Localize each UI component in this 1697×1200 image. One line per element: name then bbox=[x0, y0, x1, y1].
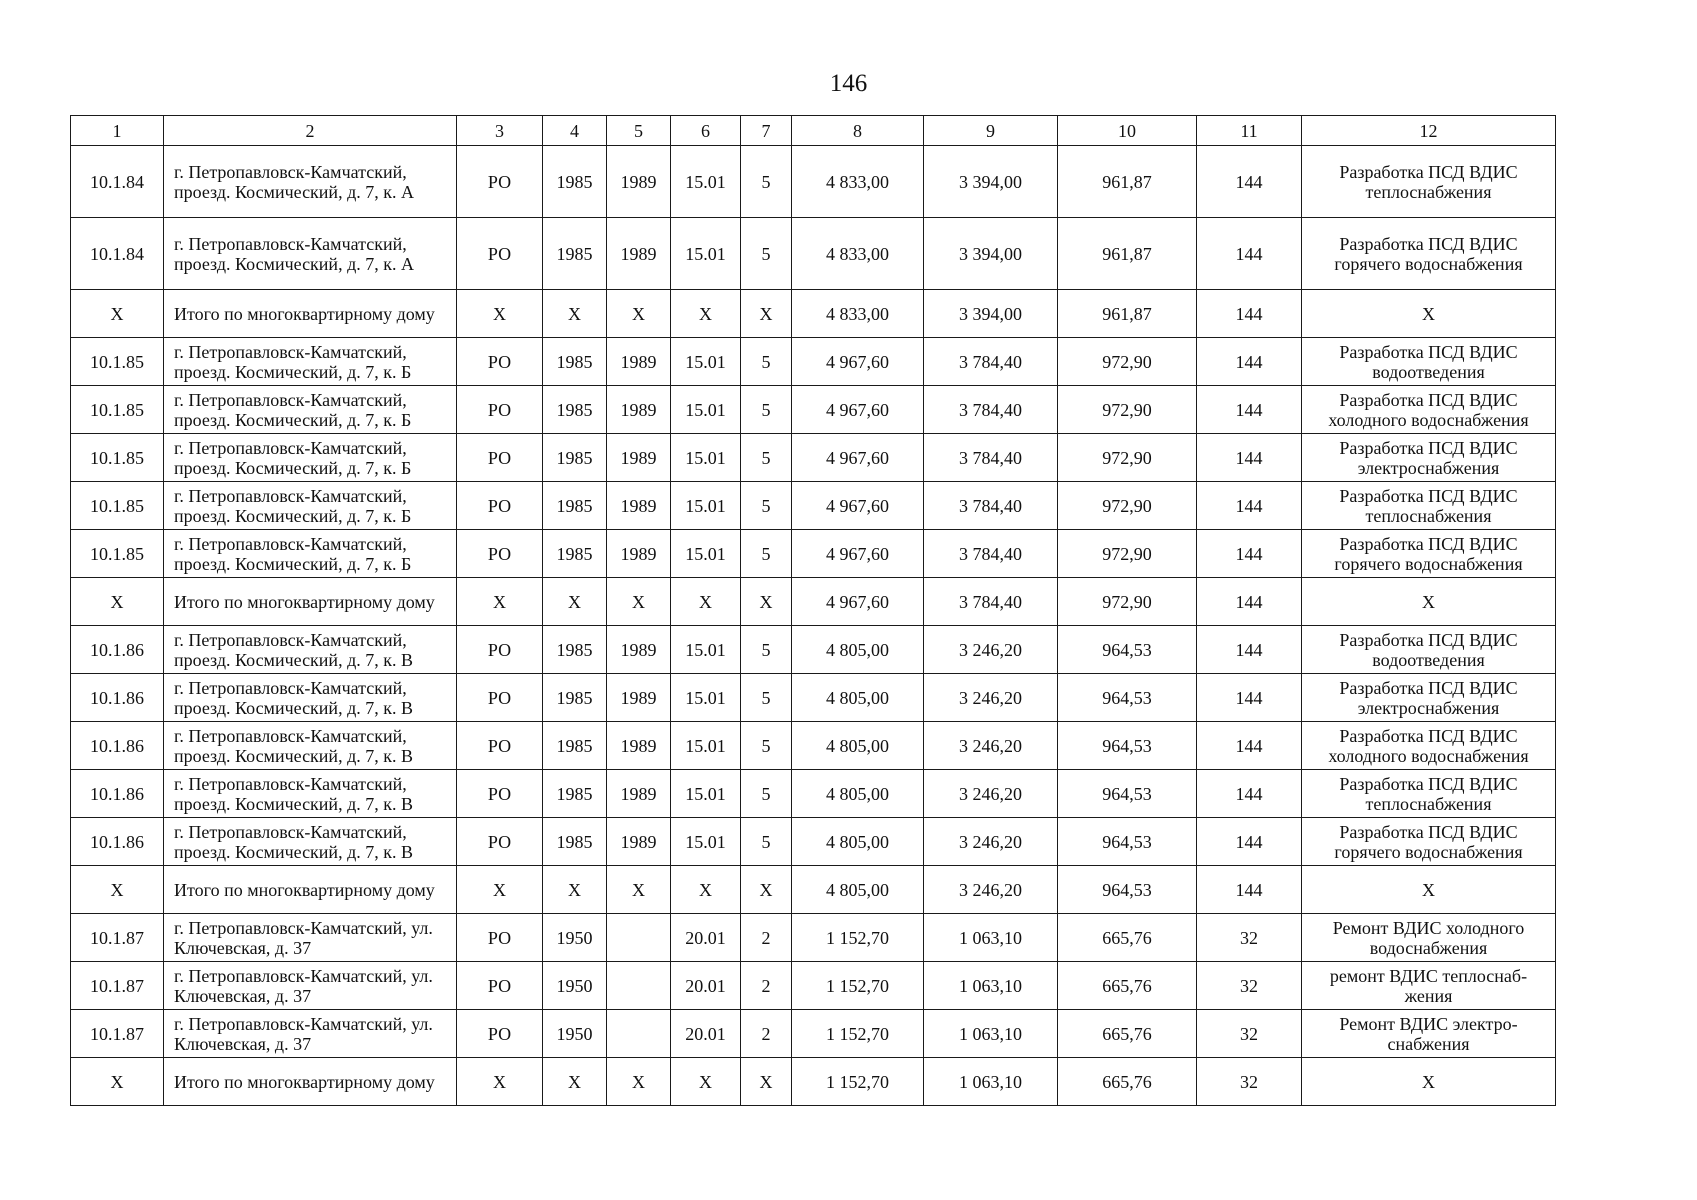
address-cell: г. Петропавловск-Камчатский, ул. Ключевская, д. 37 bbox=[164, 914, 457, 962]
floors-cell: 2 bbox=[741, 1010, 792, 1058]
header-cell: 6 bbox=[671, 116, 741, 146]
floors-cell: X bbox=[741, 290, 792, 338]
wear-code-cell: 15.01 bbox=[671, 770, 741, 818]
data-table bbox=[70, 115, 1556, 1106]
residential-area-cell: 3 784,40 bbox=[924, 434, 1058, 482]
floors-cell: X bbox=[741, 866, 792, 914]
total-area-cell: 4 967,60 bbox=[792, 434, 924, 482]
work-type-cell: X bbox=[1302, 866, 1556, 914]
floors-cell: 5 bbox=[741, 338, 792, 386]
wear-code-cell: 15.01 bbox=[671, 482, 741, 530]
address-cell: г. Петропавловск-Камчатский, проезд. Космический, д. 7, к. В bbox=[164, 626, 457, 674]
residential-area-cell: 1 063,10 bbox=[924, 1058, 1058, 1106]
header-cell: 11 bbox=[1197, 116, 1302, 146]
program-code-cell: РО bbox=[457, 146, 543, 218]
table-row bbox=[71, 674, 1556, 722]
work-type-cell: Разработка ПСД ВДИС теплоснабжения bbox=[1302, 482, 1556, 530]
total-area-cell: 1 152,70 bbox=[792, 1058, 924, 1106]
address-cell: г. Петропавловск-Камчатский, проезд. Космический, д. 7, к. Б bbox=[164, 434, 457, 482]
build-year-cell: 1985 bbox=[543, 722, 607, 770]
program-code-cell: РО bbox=[457, 722, 543, 770]
cost-per-m2-cell: 964,53 bbox=[1058, 770, 1197, 818]
build-year-cell: 1985 bbox=[543, 146, 607, 218]
work-type-cell: Разработка ПСД ВДИС горячего водоснабжения bbox=[1302, 530, 1556, 578]
total-area-cell: 4 833,00 bbox=[792, 146, 924, 218]
build-year-cell: X bbox=[543, 578, 607, 626]
build-year-cell: 1985 bbox=[543, 770, 607, 818]
floors-cell: 5 bbox=[741, 386, 792, 434]
program-code-cell: X bbox=[457, 1058, 543, 1106]
table-row bbox=[71, 1058, 1556, 1106]
row-number-cell: 10.1.84 bbox=[71, 146, 164, 218]
wear-code-cell: X bbox=[671, 290, 741, 338]
residential-area-cell: 1 063,10 bbox=[924, 1010, 1058, 1058]
residential-area-cell: 1 063,10 bbox=[924, 914, 1058, 962]
total-area-cell: 4 967,60 bbox=[792, 530, 924, 578]
residential-area-cell: 3 784,40 bbox=[924, 338, 1058, 386]
term-cell: 32 bbox=[1197, 962, 1302, 1010]
floors-cell: 5 bbox=[741, 770, 792, 818]
wear-code-cell: 15.01 bbox=[671, 674, 741, 722]
cost-per-m2-cell: 964,53 bbox=[1058, 866, 1197, 914]
residential-area-cell: 3 246,20 bbox=[924, 722, 1058, 770]
wear-code-cell: 15.01 bbox=[671, 146, 741, 218]
commission-year-cell bbox=[607, 962, 671, 1010]
commission-year-cell: 1989 bbox=[607, 818, 671, 866]
commission-year-cell: 1989 bbox=[607, 770, 671, 818]
program-code-cell: РО bbox=[457, 818, 543, 866]
row-number-cell: 10.1.85 bbox=[71, 530, 164, 578]
wear-code-cell: 15.01 bbox=[671, 626, 741, 674]
residential-area-cell: 3 246,20 bbox=[924, 818, 1058, 866]
total-area-cell: 4 833,00 bbox=[792, 218, 924, 290]
term-cell: 144 bbox=[1197, 866, 1302, 914]
table-row bbox=[71, 146, 1556, 218]
floors-cell: 5 bbox=[741, 218, 792, 290]
floors-cell: 5 bbox=[741, 434, 792, 482]
total-area-cell: 4 805,00 bbox=[792, 626, 924, 674]
header-cell: 9 bbox=[924, 116, 1058, 146]
build-year-cell: 1950 bbox=[543, 962, 607, 1010]
residential-area-cell: 3 784,40 bbox=[924, 578, 1058, 626]
work-type-cell: Ремонт ВДИС электро-снабжения bbox=[1302, 1010, 1556, 1058]
address-cell: г. Петропавловск-Камчатский, ул. Ключевская, д. 37 bbox=[164, 1010, 457, 1058]
address-cell: г. Петропавловск-Камчатский, проезд. Космический, д. 7, к. Б bbox=[164, 530, 457, 578]
header-cell: 3 bbox=[457, 116, 543, 146]
table-row bbox=[71, 866, 1556, 914]
wear-code-cell: X bbox=[671, 578, 741, 626]
residential-area-cell: 3 246,20 bbox=[924, 674, 1058, 722]
wear-code-cell: 15.01 bbox=[671, 218, 741, 290]
total-area-cell: 1 152,70 bbox=[792, 962, 924, 1010]
build-year-cell: X bbox=[543, 1058, 607, 1106]
address-cell: г. Петропавловск-Камчатский, проезд. Космический, д. 7, к. А bbox=[164, 218, 457, 290]
residential-area-cell: 3 394,00 bbox=[924, 146, 1058, 218]
wear-code-cell: 15.01 bbox=[671, 722, 741, 770]
commission-year-cell: X bbox=[607, 1058, 671, 1106]
program-code-cell: X bbox=[457, 290, 543, 338]
address-cell: г. Петропавловск-Камчатский, проезд. Космический, д. 7, к. Б bbox=[164, 386, 457, 434]
cost-per-m2-cell: 665,76 bbox=[1058, 1010, 1197, 1058]
commission-year-cell bbox=[607, 1010, 671, 1058]
commission-year-cell: 1989 bbox=[607, 626, 671, 674]
address-cell: г. Петропавловск-Камчатский, проезд. Космический, д. 7, к. Б bbox=[164, 482, 457, 530]
term-cell: 144 bbox=[1197, 146, 1302, 218]
floors-cell: 2 bbox=[741, 914, 792, 962]
program-code-cell: РО bbox=[457, 914, 543, 962]
total-area-cell: 4 967,60 bbox=[792, 482, 924, 530]
header-cell: 2 bbox=[164, 116, 457, 146]
total-area-cell: 4 805,00 bbox=[792, 866, 924, 914]
build-year-cell: 1950 bbox=[543, 914, 607, 962]
header-cell: 5 bbox=[607, 116, 671, 146]
cost-per-m2-cell: 972,90 bbox=[1058, 530, 1197, 578]
cost-per-m2-cell: 972,90 bbox=[1058, 578, 1197, 626]
program-code-cell: РО bbox=[457, 962, 543, 1010]
address-cell: Итого по многоквартирному дому bbox=[164, 578, 457, 626]
build-year-cell: 1985 bbox=[543, 818, 607, 866]
residential-area-cell: 1 063,10 bbox=[924, 962, 1058, 1010]
wear-code-cell: 15.01 bbox=[671, 818, 741, 866]
wear-code-cell: 15.01 bbox=[671, 530, 741, 578]
cost-per-m2-cell: 961,87 bbox=[1058, 290, 1197, 338]
commission-year-cell: 1989 bbox=[607, 338, 671, 386]
header-cell: 10 bbox=[1058, 116, 1197, 146]
work-type-cell: Разработка ПСД ВДИС электроснабжения bbox=[1302, 674, 1556, 722]
row-number-cell: 10.1.86 bbox=[71, 770, 164, 818]
program-code-cell: РО bbox=[457, 338, 543, 386]
commission-year-cell: 1989 bbox=[607, 530, 671, 578]
table-row bbox=[71, 578, 1556, 626]
term-cell: 32 bbox=[1197, 914, 1302, 962]
row-number-cell: 10.1.87 bbox=[71, 914, 164, 962]
row-number-cell: X bbox=[71, 578, 164, 626]
cost-per-m2-cell: 961,87 bbox=[1058, 218, 1197, 290]
work-type-cell: Разработка ПСД ВДИС теплоснабжения bbox=[1302, 146, 1556, 218]
total-area-cell: 4 967,60 bbox=[792, 338, 924, 386]
term-cell: 32 bbox=[1197, 1058, 1302, 1106]
residential-area-cell: 3 246,20 bbox=[924, 626, 1058, 674]
table-row bbox=[71, 818, 1556, 866]
term-cell: 144 bbox=[1197, 626, 1302, 674]
row-number-cell: 10.1.85 bbox=[71, 434, 164, 482]
page-number: 146 bbox=[829, 70, 868, 97]
commission-year-cell: 1989 bbox=[607, 218, 671, 290]
total-area-cell: 4 967,60 bbox=[792, 578, 924, 626]
work-type-cell: X bbox=[1302, 290, 1556, 338]
floors-cell: X bbox=[741, 1058, 792, 1106]
total-area-cell: 4 805,00 bbox=[792, 722, 924, 770]
build-year-cell: 1985 bbox=[543, 482, 607, 530]
address-cell: г. Петропавловск-Камчатский, проезд. Космический, д. 7, к. В bbox=[164, 818, 457, 866]
build-year-cell: 1985 bbox=[543, 338, 607, 386]
work-type-cell: X bbox=[1302, 1058, 1556, 1106]
row-number-cell: 10.1.87 bbox=[71, 1010, 164, 1058]
row-number-cell: 10.1.85 bbox=[71, 338, 164, 386]
term-cell: 144 bbox=[1197, 482, 1302, 530]
program-code-cell: РО bbox=[457, 218, 543, 290]
table-body bbox=[71, 146, 1556, 1106]
program-code-cell: РО bbox=[457, 530, 543, 578]
program-code-cell: РО bbox=[457, 674, 543, 722]
wear-code-cell: 20.01 bbox=[671, 962, 741, 1010]
row-number-cell: X bbox=[71, 290, 164, 338]
row-number-cell: 10.1.86 bbox=[71, 722, 164, 770]
floors-cell: 5 bbox=[741, 482, 792, 530]
table-row bbox=[71, 962, 1556, 1010]
work-type-cell: ремонт ВДИС теплоснаб-жения bbox=[1302, 962, 1556, 1010]
floors-cell: 5 bbox=[741, 674, 792, 722]
work-type-cell: Разработка ПСД ВДИС холодного водоснабжения bbox=[1302, 722, 1556, 770]
build-year-cell: 1985 bbox=[543, 626, 607, 674]
term-cell: 144 bbox=[1197, 386, 1302, 434]
row-number-cell: 10.1.85 bbox=[71, 386, 164, 434]
header-cell: 8 bbox=[792, 116, 924, 146]
address-cell: г. Петропавловск-Камчатский, ул. Ключевская, д. 37 bbox=[164, 962, 457, 1010]
cost-per-m2-cell: 961,87 bbox=[1058, 146, 1197, 218]
header-row bbox=[71, 116, 1556, 146]
table-row bbox=[71, 218, 1556, 290]
table-header bbox=[71, 116, 1556, 146]
address-cell: г. Петропавловск-Камчатский, проезд. Космический, д. 7, к. В bbox=[164, 674, 457, 722]
build-year-cell: 1985 bbox=[543, 218, 607, 290]
wear-code-cell: 20.01 bbox=[671, 914, 741, 962]
wear-code-cell: 15.01 bbox=[671, 338, 741, 386]
row-number-cell: 10.1.86 bbox=[71, 674, 164, 722]
commission-year-cell: 1989 bbox=[607, 386, 671, 434]
total-area-cell: 1 152,70 bbox=[792, 1010, 924, 1058]
cost-per-m2-cell: 972,90 bbox=[1058, 386, 1197, 434]
term-cell: 144 bbox=[1197, 674, 1302, 722]
term-cell: 32 bbox=[1197, 1010, 1302, 1058]
address-cell: Итого по многоквартирному дому bbox=[164, 1058, 457, 1106]
address-cell: г. Петропавловск-Камчатский, проезд. Космический, д. 7, к. Б bbox=[164, 338, 457, 386]
table-row bbox=[71, 386, 1556, 434]
table-row bbox=[71, 722, 1556, 770]
work-type-cell: Разработка ПСД ВДИС водоотведения bbox=[1302, 338, 1556, 386]
term-cell: 144 bbox=[1197, 578, 1302, 626]
cost-per-m2-cell: 972,90 bbox=[1058, 338, 1197, 386]
residential-area-cell: 3 246,20 bbox=[924, 770, 1058, 818]
commission-year-cell: 1989 bbox=[607, 482, 671, 530]
commission-year-cell: X bbox=[607, 290, 671, 338]
work-type-cell: Разработка ПСД ВДИС горячего водоснабжения bbox=[1302, 218, 1556, 290]
row-number-cell: X bbox=[71, 866, 164, 914]
address-cell: г. Петропавловск-Камчатский, проезд. Космический, д. 7, к. В bbox=[164, 770, 457, 818]
cost-per-m2-cell: 964,53 bbox=[1058, 674, 1197, 722]
wear-code-cell: X bbox=[671, 866, 741, 914]
term-cell: 144 bbox=[1197, 530, 1302, 578]
program-code-cell: РО bbox=[457, 770, 543, 818]
build-year-cell: 1950 bbox=[543, 1010, 607, 1058]
floors-cell: 5 bbox=[741, 530, 792, 578]
work-type-cell: Ремонт ВДИС холодного водоснабжения bbox=[1302, 914, 1556, 962]
program-code-cell: X bbox=[457, 578, 543, 626]
row-number-cell: 10.1.85 bbox=[71, 482, 164, 530]
commission-year-cell: 1989 bbox=[607, 146, 671, 218]
term-cell: 144 bbox=[1197, 434, 1302, 482]
program-code-cell: X bbox=[457, 866, 543, 914]
term-cell: 144 bbox=[1197, 338, 1302, 386]
commission-year-cell: 1989 bbox=[607, 722, 671, 770]
program-code-cell: РО bbox=[457, 386, 543, 434]
work-type-cell: Разработка ПСД ВДИС электроснабжения bbox=[1302, 434, 1556, 482]
cost-per-m2-cell: 972,90 bbox=[1058, 434, 1197, 482]
cost-per-m2-cell: 964,53 bbox=[1058, 722, 1197, 770]
program-code-cell: РО bbox=[457, 434, 543, 482]
work-type-cell: Разработка ПСД ВДИС теплоснабжения bbox=[1302, 770, 1556, 818]
table-row bbox=[71, 914, 1556, 962]
header-cell: 7 bbox=[741, 116, 792, 146]
table-row bbox=[71, 626, 1556, 674]
total-area-cell: 4 805,00 bbox=[792, 674, 924, 722]
total-area-cell: 4 833,00 bbox=[792, 290, 924, 338]
program-code-cell: РО bbox=[457, 1010, 543, 1058]
floors-cell: 5 bbox=[741, 722, 792, 770]
floors-cell: 5 bbox=[741, 146, 792, 218]
work-type-cell: Разработка ПСД ВДИС горячего водоснабжения bbox=[1302, 818, 1556, 866]
wear-code-cell: 20.01 bbox=[671, 1010, 741, 1058]
address-cell: Итого по многоквартирному дому bbox=[164, 866, 457, 914]
commission-year-cell: X bbox=[607, 866, 671, 914]
address-cell: г. Петропавловск-Камчатский, проезд. Космический, д. 7, к. В bbox=[164, 722, 457, 770]
commission-year-cell: X bbox=[607, 578, 671, 626]
work-type-cell: Разработка ПСД ВДИС холодного водоснабжения bbox=[1302, 386, 1556, 434]
term-cell: 144 bbox=[1197, 818, 1302, 866]
floors-cell: 5 bbox=[741, 626, 792, 674]
total-area-cell: 4 805,00 bbox=[792, 818, 924, 866]
term-cell: 144 bbox=[1197, 722, 1302, 770]
residential-area-cell: 3 394,00 bbox=[924, 290, 1058, 338]
wear-code-cell: X bbox=[671, 1058, 741, 1106]
residential-area-cell: 3 784,40 bbox=[924, 482, 1058, 530]
cost-per-m2-cell: 665,76 bbox=[1058, 1058, 1197, 1106]
program-code-cell: РО bbox=[457, 626, 543, 674]
address-cell: Итого по многоквартирному дому bbox=[164, 290, 457, 338]
wear-code-cell: 15.01 bbox=[671, 386, 741, 434]
total-area-cell: 1 152,70 bbox=[792, 914, 924, 962]
cost-per-m2-cell: 964,53 bbox=[1058, 818, 1197, 866]
header-cell: 12 bbox=[1302, 116, 1556, 146]
program-code-cell: РО bbox=[457, 482, 543, 530]
wear-code-cell: 15.01 bbox=[671, 434, 741, 482]
term-cell: 144 bbox=[1197, 218, 1302, 290]
residential-area-cell: 3 784,40 bbox=[924, 386, 1058, 434]
total-area-cell: 4 805,00 bbox=[792, 770, 924, 818]
row-number-cell: 10.1.86 bbox=[71, 626, 164, 674]
header-cell: 1 bbox=[71, 116, 164, 146]
row-number-cell: 10.1.87 bbox=[71, 962, 164, 1010]
build-year-cell: X bbox=[543, 290, 607, 338]
build-year-cell: X bbox=[543, 866, 607, 914]
residential-area-cell: 3 784,40 bbox=[924, 530, 1058, 578]
table-row bbox=[71, 482, 1556, 530]
build-year-cell: 1985 bbox=[543, 530, 607, 578]
address-cell: г. Петропавловск-Камчатский, проезд. Космический, д. 7, к. А bbox=[164, 146, 457, 218]
term-cell: 144 bbox=[1197, 770, 1302, 818]
table-row bbox=[71, 434, 1556, 482]
cost-per-m2-cell: 972,90 bbox=[1058, 482, 1197, 530]
table-row bbox=[71, 1010, 1556, 1058]
commission-year-cell bbox=[607, 914, 671, 962]
cost-per-m2-cell: 964,53 bbox=[1058, 626, 1197, 674]
row-number-cell: 10.1.84 bbox=[71, 218, 164, 290]
table-row bbox=[71, 530, 1556, 578]
residential-area-cell: 3 246,20 bbox=[924, 866, 1058, 914]
floors-cell: 2 bbox=[741, 962, 792, 1010]
header-cell: 4 bbox=[543, 116, 607, 146]
table-row bbox=[71, 770, 1556, 818]
floors-cell: 5 bbox=[741, 818, 792, 866]
commission-year-cell: 1989 bbox=[607, 674, 671, 722]
residential-area-cell: 3 394,00 bbox=[924, 218, 1058, 290]
build-year-cell: 1985 bbox=[543, 386, 607, 434]
row-number-cell: X bbox=[71, 1058, 164, 1106]
cost-per-m2-cell: 665,76 bbox=[1058, 914, 1197, 962]
cost-per-m2-cell: 665,76 bbox=[1058, 962, 1197, 1010]
row-number-cell: 10.1.86 bbox=[71, 818, 164, 866]
commission-year-cell: 1989 bbox=[607, 434, 671, 482]
build-year-cell: 1985 bbox=[543, 434, 607, 482]
table-row bbox=[71, 338, 1556, 386]
term-cell: 144 bbox=[1197, 290, 1302, 338]
work-type-cell: Разработка ПСД ВДИС водоотведения bbox=[1302, 626, 1556, 674]
floors-cell: X bbox=[741, 578, 792, 626]
work-type-cell: X bbox=[1302, 578, 1556, 626]
build-year-cell: 1985 bbox=[543, 674, 607, 722]
table-row bbox=[71, 290, 1556, 338]
total-area-cell: 4 967,60 bbox=[792, 386, 924, 434]
